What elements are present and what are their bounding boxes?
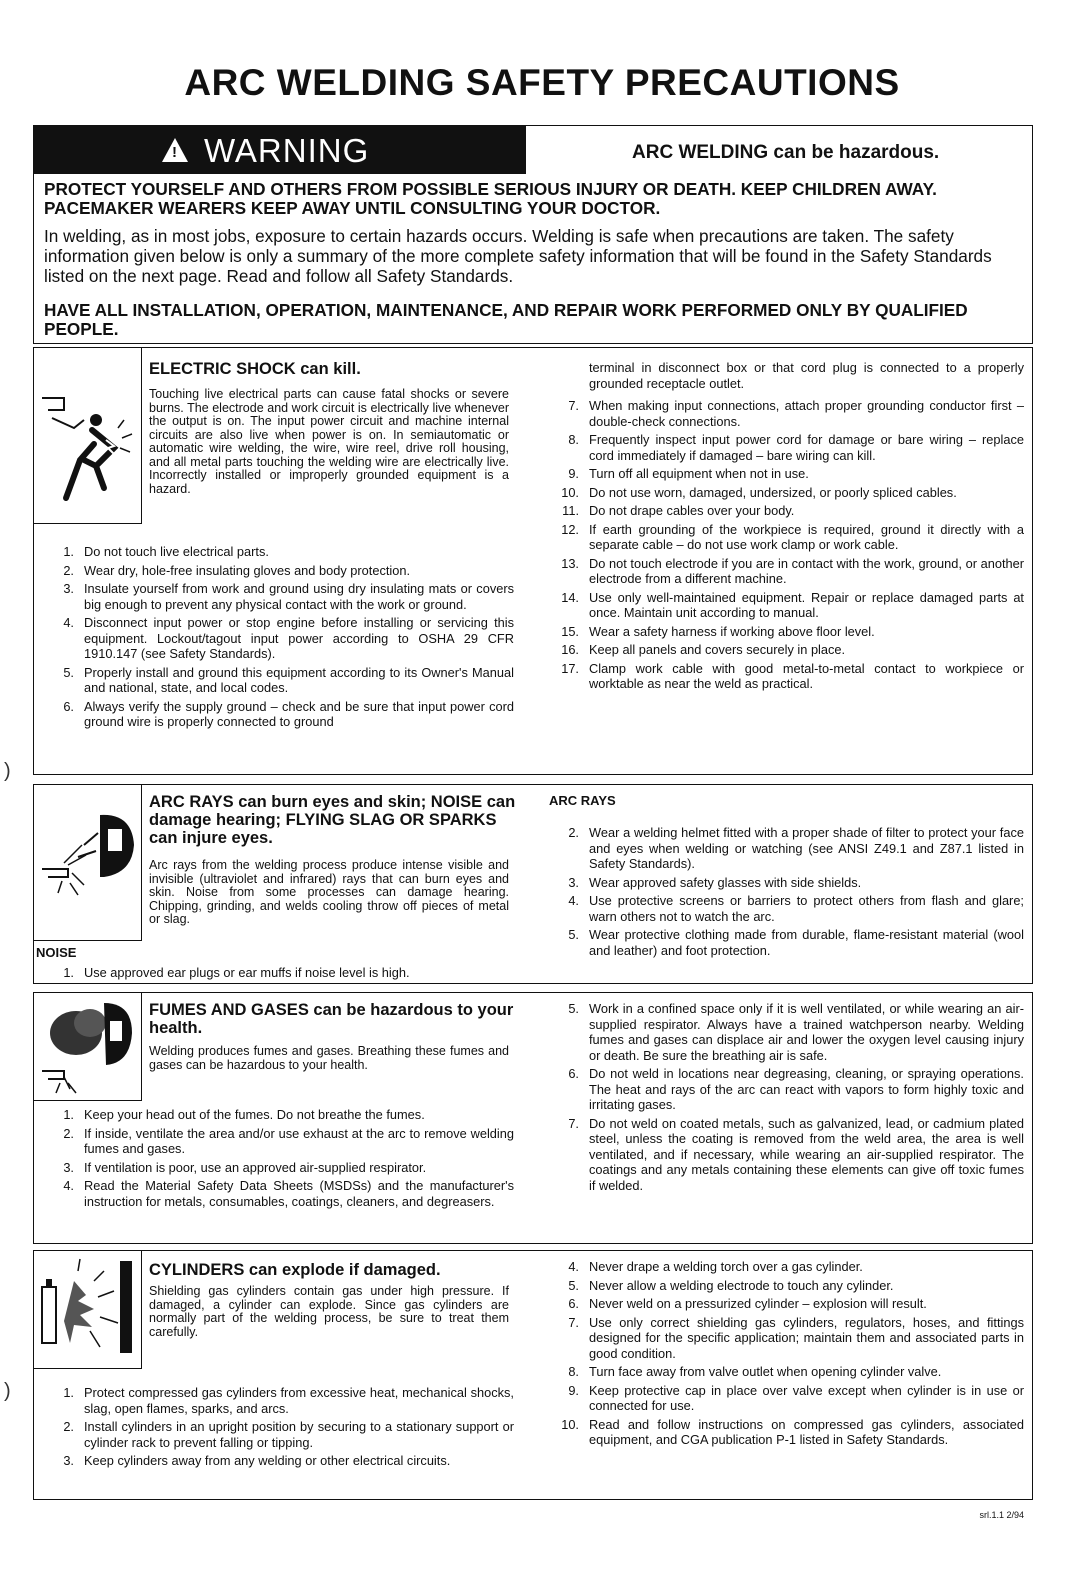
- list-item: 1. Use approved ear plugs or ear muffs if noise level is high.: [63, 965, 410, 980]
- list-item: 8. Frequently inspect input power cord for damage or bare wiring – replace cord immediately if damaged – bare wiring can kill.: [568, 432, 1024, 463]
- arc-rays-description: Arc rays from the welding process produce intense visible and invisible (ultraviolet and infrared) rays that can burn eyes and skin. Noise from some processes can damage hearing. Chipping, grinding, and welds cooling throw off pieces of metal or slag.: [149, 858, 509, 926]
- electric-shock-section: [33, 347, 1033, 775]
- list-item: 2. If inside, ventilate the area and/or use exhaust at the arc to remove welding fumes and gases.: [63, 1125, 514, 1156]
- list-item: 6. Always verify the supply ground – check and be sure that input power cord ground wire is properly connected to ground: [63, 698, 514, 729]
- list-item: 6. Never weld on a pressurized cylinder – explosion will result.: [568, 1296, 927, 1311]
- electric-shock-title: ELECTRIC SHOCK can kill.: [149, 360, 361, 378]
- fumes-icon: [34, 993, 142, 1101]
- qualified-statement: HAVE ALL INSTALLATION, OPERATION, MAINTENANCE, AND REPAIR WORK PERFORMED ONLY BY QUALIFIED PEOPLE.: [44, 300, 968, 339]
- cylinders-right-list: [549, 1259, 1024, 1451]
- margin-mark: ): [4, 1380, 11, 1402]
- cylinders-description: Shielding gas cylinders contain gas under high pressure. If damaged, a cylinder can explode. Since gas cylinders are normally part of the welding process, be sure to treat them carefully.: [149, 1284, 509, 1339]
- list-item: 1. Do not touch live electrical parts.: [63, 544, 269, 559]
- list-item: 16. Keep all panels and covers securely in place.: [561, 642, 846, 657]
- list-item: 8. Turn face away from valve outlet when opening cylinder valve.: [568, 1364, 942, 1379]
- electric-shock-icon: [34, 348, 142, 524]
- cylinders-section: [33, 1250, 1033, 1500]
- fumes-right-list: [549, 1001, 1024, 1196]
- page-title: ARC WELDING SAFETY PRECAUTIONS: [184, 62, 900, 103]
- list-item: 4. Disconnect input power or stop engine before installing or servicing this equipment. Lockout/tagout input power according to OSHA 29 CFR 1910.147 (see Safety Standards).: [63, 615, 514, 661]
- cylinders-title: CYLINDERS can explode if damaged.: [149, 1261, 441, 1279]
- list-item: 1. Protect compressed gas cylinders from excessive heat, mechanical shocks, slag, open flames, sparks, and arcs.: [63, 1385, 514, 1416]
- list-item: 2. Wear a welding helmet fitted with a proper shade of filter to protect your face and eyes when welding or watching (see ANSI Z49.1 and Z87.1 listed in Safety Standards).: [568, 825, 1024, 871]
- list-item: 13. Do not touch electrode if you are in contact with the work, ground, or another electrode from a different machine.: [561, 555, 1024, 586]
- electric-right-list: [549, 398, 1024, 695]
- list-item: 4. Never drape a welding torch over a gas cylinder.: [568, 1259, 863, 1274]
- list-item: 6. Do not weld in locations near degreasing, cleaning, or spraying operations. The heat and rays of the arc can react with vapors to form highly toxic and irritating gases.: [568, 1066, 1024, 1112]
- arc-rays-title: ARC RAYS can burn eyes and skin; NOISE can damage hearing; FLYING SLAG OR SPARKS can injure eyes.: [149, 793, 516, 847]
- fumes-section: [33, 992, 1033, 1244]
- list-item: 9. Turn off all equipment when not in use.: [568, 466, 809, 481]
- welding-helmet-icon: [34, 785, 142, 941]
- list-item: 7. Do not weld on coated metals, such as galvanized, lead, or cadmium plated steel, unless the coating is removed from the weld area, the area is well ventilated, and if necessary, while wearing an air-supplied respirator. The coatings and any metals containing these elements can give off toxic fumes if welded.: [568, 1115, 1024, 1193]
- list-item: 7. When making input connections, attach proper grounding conductor first – double-check connections.: [568, 398, 1024, 429]
- list-item: 4. Use protective screens or barriers to protect others from flash and glare; warn others not to watch the arc.: [568, 893, 1024, 924]
- electric-shock-description: Touching live electrical parts can cause fatal shocks or severe burns. The electrode and work circuit is electrically live whenever the output is on. The input power circuit and machine internal circuits are also live when power is on. In semiautomatic or automatic wire welding, the wire, wire reel, drive roll housing, and all metal parts touching the welding wire are electrically live. Incorrectly installed or improperly grounded equipment is a hazard.: [149, 387, 509, 496]
- list-item: 12. If earth grounding of the workpiece is required, ground it directly with a separate cable – do not use work clamp or work cable.: [561, 521, 1024, 552]
- document-code: srl.1.1 2/94: [979, 1510, 1024, 1520]
- cylinders-left-list: [44, 1385, 514, 1472]
- list-item: 3. Keep cylinders away from any welding or other electrical circuits.: [63, 1453, 451, 1468]
- list-item: 3. Wear approved safety glasses with side shields.: [568, 874, 862, 890]
- list-item: 10. Do not use worn, damaged, undersized, or poorly spliced cables.: [561, 484, 957, 500]
- electric-left-list: [44, 544, 514, 733]
- list-item: 5. Work in a confined space only if it is well ventilated, or while wearing an air-supplied respirator. Always have a trained watchperson nearby. Welding fumes and gases can displace air and lower the oxygen level causing injury or death. Be sure the breathing air is safe.: [568, 1001, 1024, 1063]
- list-item: 5. Wear protective clothing made from durable, flame-resistant material (wool and leather) and foot protection.: [568, 927, 1024, 958]
- list-item: 3. If ventilation is poor, use an approved air-supplied respirator.: [63, 1159, 427, 1175]
- fumes-title: FUMES AND GASES can be hazardous to your health.: [149, 1001, 514, 1037]
- arc-rays-section: [33, 784, 1033, 984]
- fumes-left-list: [44, 1107, 514, 1212]
- list-item: 3. Insulate yourself from work and ground using dry insulating mats or covers big enough to prevent any physical contact with the work or ground.: [63, 581, 514, 612]
- warning-hazard: ARC WELDING can be hazardous.: [632, 142, 940, 163]
- warning-triangle-icon: !: [162, 138, 188, 162]
- margin-mark: ): [4, 760, 11, 782]
- electric-right-continuation: terminal in disconnect box or that cord plug is connected to a properly grounded receptacle outlet.: [589, 360, 1024, 391]
- intro-paragraph: In welding, as in most jobs, exposure to certain hazards occurs. Welding is safe when precautions are taken. The safety information given below is only a summary of the more complete safety information that will be found in the Safety Standards listed on the next page. Read and follow all Safety Standards.: [44, 226, 992, 286]
- list-item: 11. Do not drape cables over your body.: [562, 503, 795, 518]
- list-item: 10. Read and follow instructions on compressed gas cylinders, associated equipment, and CGA publication P-1 listed in Safety Standards.: [561, 1416, 1024, 1447]
- list-item: 1. Keep your head out of the fumes. Do not breathe the fumes.: [63, 1107, 425, 1122]
- list-item: 4. Read the Material Safety Data Sheets (MSDSs) and the manufacturer's instruction for metals, consumables, coatings, cleaners, and degreasers.: [63, 1178, 514, 1209]
- list-item: 5. Properly install and ground this equipment according to its Owner's Manual and national, state, and local codes.: [63, 664, 514, 695]
- cylinder-explosion-icon: [34, 1251, 142, 1369]
- fumes-description: Welding produces fumes and gases. Breathing these fumes and gases can be hazardous to your health.: [149, 1044, 509, 1072]
- list-item: 5. Never allow a welding electrode to touch any cylinder.: [568, 1277, 894, 1293]
- list-item: 15. Wear a safety harness if working above floor level.: [561, 623, 875, 639]
- list-item: 17. Clamp work cable with good metal-to-metal contact to workpiece or worktable as near the weld as practical.: [561, 660, 1024, 691]
- noise-heading: NOISE: [36, 945, 77, 960]
- warning-label: WARNING: [204, 132, 370, 169]
- protect-statement: PROTECT YOURSELF AND OTHERS FROM POSSIBLE SERIOUS INJURY OR DEATH. KEEP CHILDREN AWAY. PACEMAKER WEARERS KEEP AWAY UNTIL CONSULTING YOUR DOCTOR.: [44, 179, 937, 218]
- list-item: 7. Use only correct shielding gas cylinders, regulators, hoses, and fittings designed for the specific application; maintain them and associated parts in good condition.: [568, 1314, 1024, 1361]
- noise-list: [44, 965, 514, 984]
- list-item: 2. Wear dry, hole-free insulating gloves and body protection.: [63, 562, 411, 578]
- list-item: 9. Keep protective cap in place over valve except when cylinder is in use or connected for use.: [568, 1382, 1024, 1413]
- list-item: 14. Use only well-maintained equipment. Repair or replace damaged parts at once. Maintain unit according to manual.: [561, 589, 1024, 620]
- arc-rays-heading: ARC RAYS: [549, 793, 616, 808]
- list-item: 2. Install cylinders in an upright position by securing to a stationary support or cylinder rack to prevent falling or tipping.: [63, 1419, 514, 1450]
- warning-banner: [34, 126, 526, 174]
- warning-box: [33, 125, 1033, 344]
- arc-rays-list: [549, 825, 1024, 961]
